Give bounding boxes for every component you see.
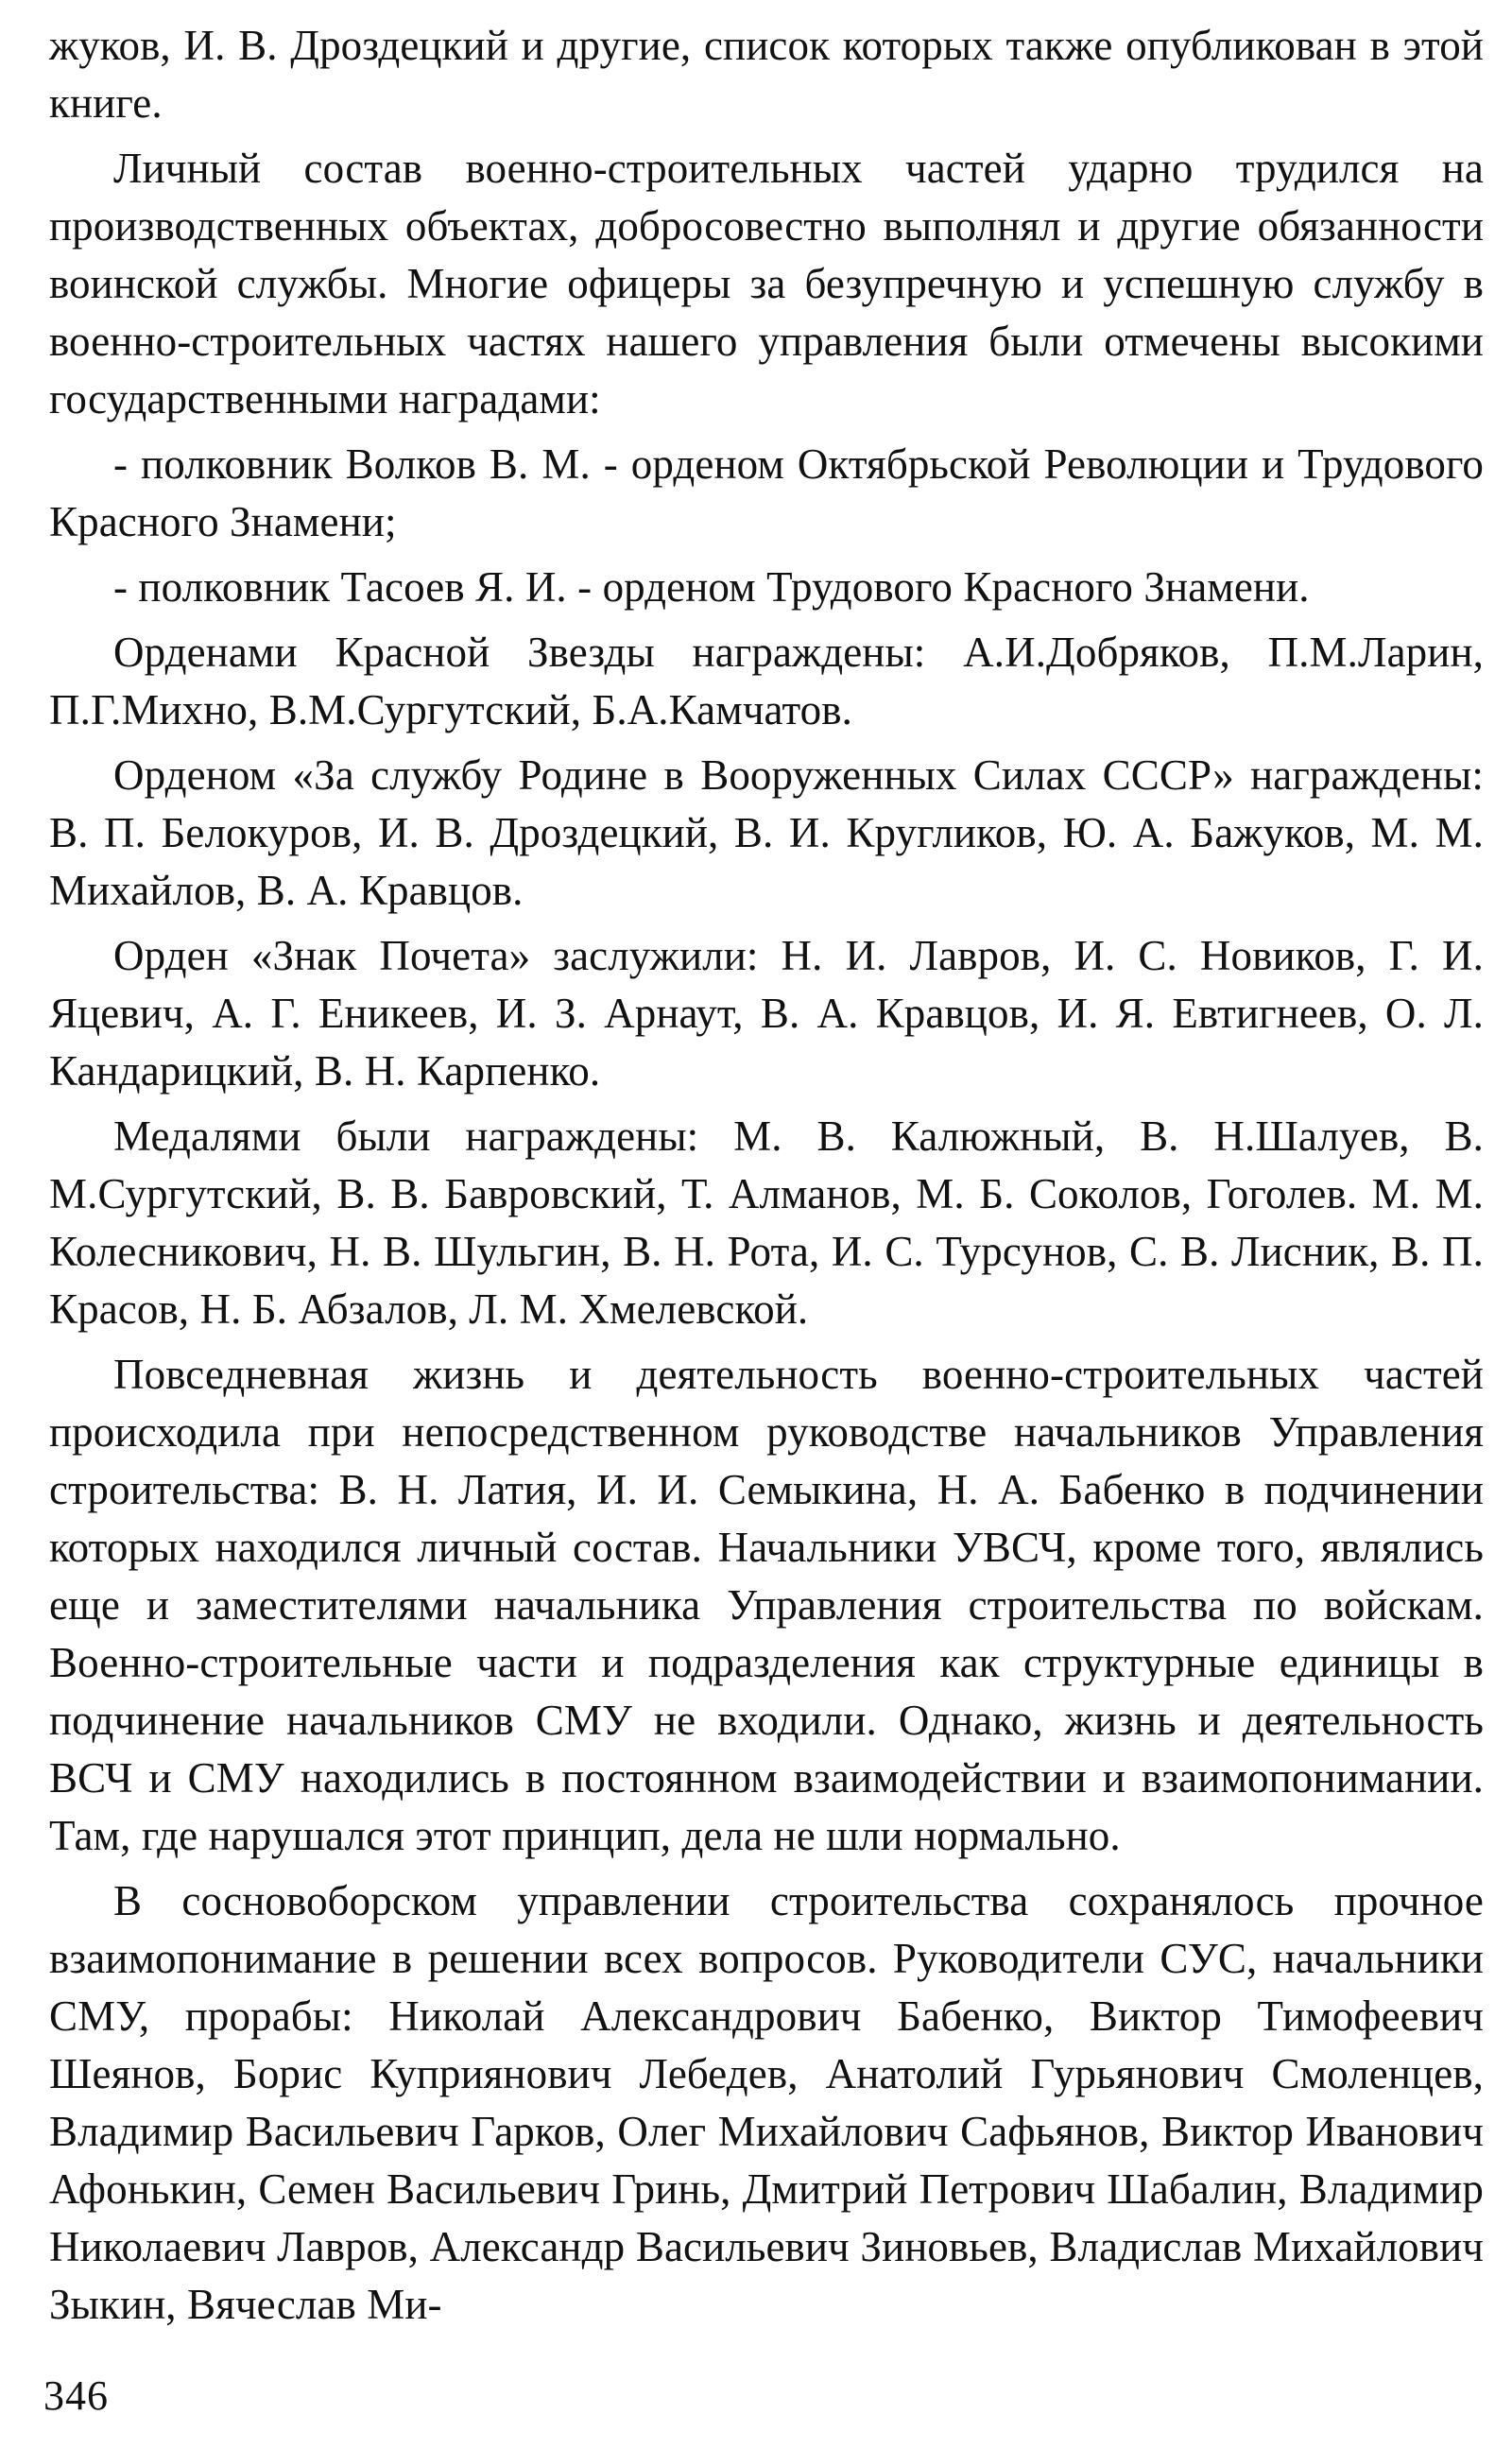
page-body-text — [49, 17, 1484, 2341]
paragraph-sosnovy-bor-management: В сосновоборском управлении строительства сохранялось прочное взаимопонимание в решении всех вопросов. Руководители СУС, начальники СМУ, прорабы: Николай Александрович Бабенко, Виктор Тимофеевич Шеянов, Борис Куприянович Лебедев, Анатолий Гурьянович Смоленцев, Владимир Васильевич Гарков, Олег Михайлович Сафьянов, Виктор Иванович Афонькин, Семен Васильевич Гринь, Дмитрий Петрович Шабалин, Владимир Николаевич Лавров, Александр Васильевич Зиновьев, Владислав Михайлович Зыкин, Вячеслав Ми- — [49, 1877, 1484, 2328]
paragraph-personnel-service: Личный состав военно-строительных частей ударно трудился на производственных объектах, добросовестно выполнял и другие обязанности воинской службы. Многие офицеры за безупречную и успешную службу в военно-строительных частях нашего управления были отмечены высокими государственными наградами: — [49, 145, 1484, 423]
paragraph-badge-of-honor-orders: Орден «Знак Почета» заслужили: Н. И. Лавров, И. С. Новиков, Г. И. Яцевич, А. Г. Еникеев, И. З. Арнаут, В. А. Кравцов, И. Я. Евтигнеев, О. Л. Кандарицкий, В. Н. Карпенко. — [49, 932, 1484, 1095]
paragraph-award-volkov: - полковник Волков В. М. - орденом Октябрьской Революции и Трудового Красного Знамени; — [49, 440, 1484, 545]
paragraph-daily-life: Повседневная жизнь и деятельность военно-строительных частей происходила при непосредственном руководстве начальников Управления строительства: В. Н. Латия, И. И. Семыкина, Н. А. Бабенко в подчинении которых находился личный состав. Начальники УВСЧ, кроме того, являлись еще и заместителями начальника Управления строительства по войскам. Военно-строительные части и подразделения как структурные единицы в подчинение начальников СМУ не входили. Однако, жизнь и деятельность ВСЧ и СМУ находились в постоянном взаимодействии и взаимопонимании. Там, где нарушался этот принцип, дела не шли нормально. — [49, 1351, 1484, 1859]
paragraph-service-to-motherland-orders: Орденом «За службу Родине в Вооруженных Силах СССР» награждены: В. П. Белокуров, И. В. Дроздецкий, В. И. Кругликов, Ю. А. Бажуков, М. М. Михайлов, В. А. Кравцов. — [49, 751, 1484, 914]
paragraph-continuation: жуков, И. В. Дроздецкий и другие, список которых также опубликован в этой книге. — [49, 22, 1484, 127]
paragraph-medals: Медалями были награждены: М. В. Калюжный, В. Н.Шалуев, В. М.Сургутский, В. В. Бавровский, Т. Алманов, М. Б. Соколов, Гоголев. М. М. Колесникович, Н. В. Шульгин, В. Н. Рота, И. С. Турсунов, С. В. Лисник, В. П. Красов, Н. Б. Абзалов, Л. М. Хмелевской. — [49, 1112, 1484, 1333]
paragraph-award-tasoev: - полковник Тасоев Я. И. - орденом Трудового Красного Знамени. — [113, 563, 1310, 611]
page-number: 346 — [43, 2372, 109, 2419]
paragraph-red-star-orders: Орденами Красной Звезды награждены: А.И.Добряков, П.М.Ларин, П.Г.Михно, В.М.Сургутский, Б.А.Камчатов. — [49, 629, 1484, 733]
